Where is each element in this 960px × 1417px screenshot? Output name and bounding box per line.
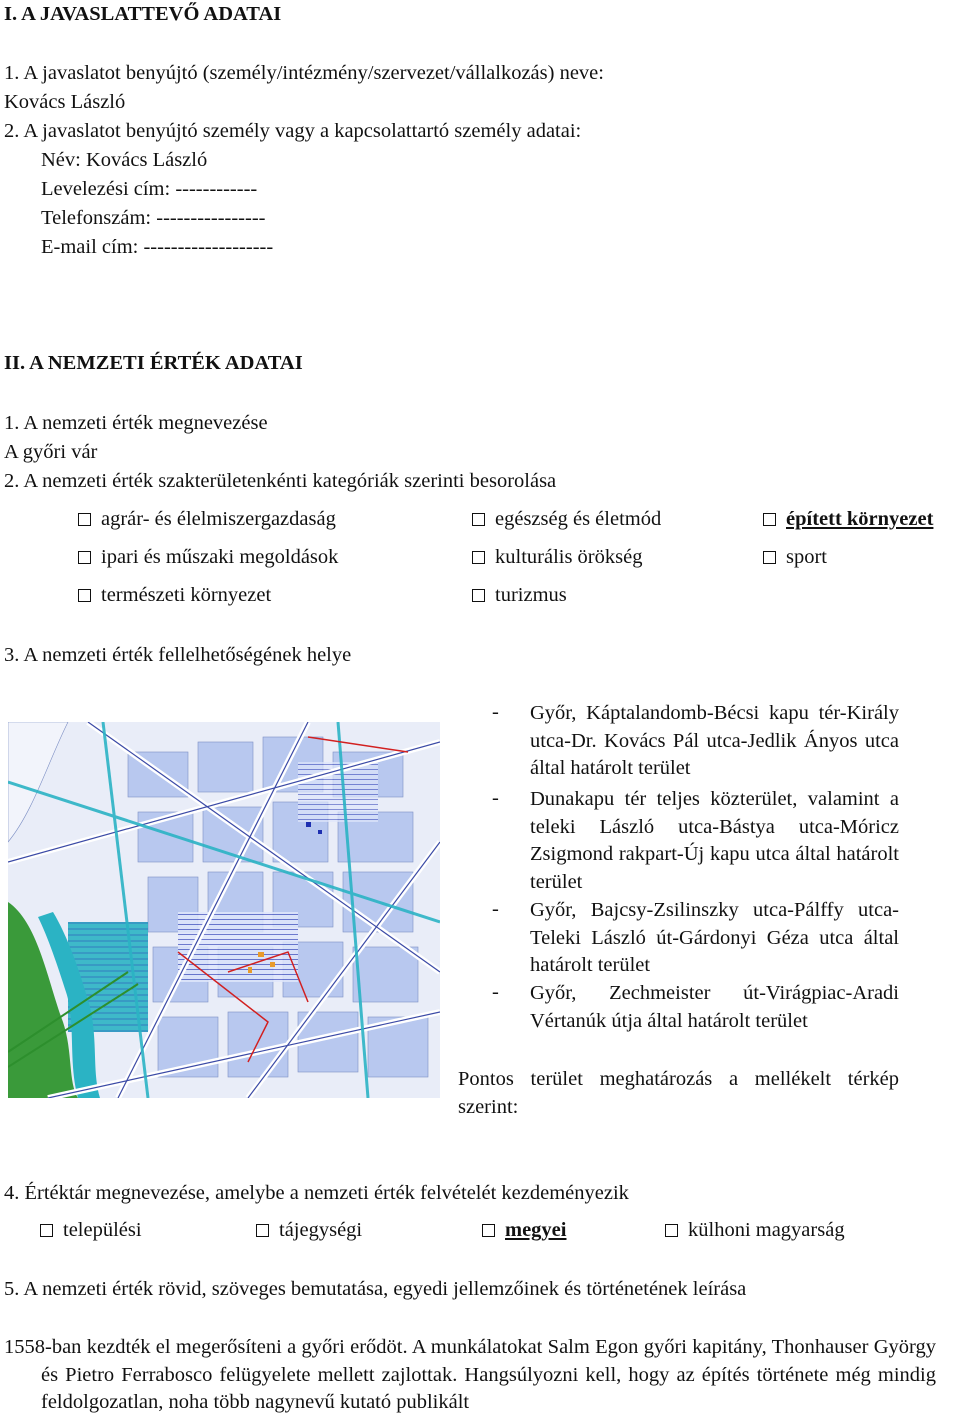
category-item[interactable]: turizmus	[472, 585, 567, 606]
section1-heading: I. A JAVASLATTEVŐ ADATAI	[4, 3, 282, 25]
submitter-name-value: Kovács László	[4, 91, 126, 113]
category-item[interactable]: ipari és műszaki megoldások	[78, 547, 338, 568]
repository-item[interactable]: települési	[40, 1220, 142, 1241]
contact-address: Levelezési cím: ------------	[41, 178, 258, 200]
location-item: Dunakapu tér teljes közterület, valamint a teleki László utca-Bástya utca-Móricz Zsigmond rakpart-Új kapu utca által határolt terület	[530, 788, 899, 894]
category-item[interactable]: természeti környezet	[78, 585, 271, 606]
location-item: Győr, Zechmeister út-Virágpiac-Aradi Vértanúk útja által határolt terület	[530, 982, 899, 1032]
checkbox-icon[interactable]	[40, 1224, 53, 1237]
description-label: 5. A nemzeti érték rövid, szöveges bemutatása, egyedi jellemzőinek és történetének leírása	[4, 1278, 747, 1300]
checkbox-icon[interactable]	[472, 589, 485, 602]
checkbox-icon[interactable]	[78, 589, 91, 602]
category-item[interactable]: agrár- és élelmiszergazdaság	[78, 509, 336, 530]
checkbox-icon[interactable]	[472, 551, 485, 564]
repository-label: 4. Értéktár megnevezése, amelybe a nemzeti érték felvételét kezdeményezik	[4, 1182, 629, 1204]
category-item-selected[interactable]: épített környezet	[763, 509, 933, 530]
value-name: A győri vár	[4, 441, 98, 463]
checkbox-icon[interactable]	[472, 513, 485, 526]
repository-item[interactable]: tájegységi	[256, 1220, 362, 1241]
checkbox-icon[interactable]	[763, 513, 776, 526]
location-map	[8, 722, 440, 1098]
category-item[interactable]: kulturális örökség	[472, 547, 642, 568]
checkbox-icon[interactable]	[665, 1224, 678, 1237]
map-note: Pontos terület meghatározás a mellékelt térkép szerint:	[458, 1068, 899, 1118]
contact-name: Név: Kovács László	[41, 149, 208, 171]
repository-item-selected[interactable]: megyei	[482, 1220, 566, 1241]
location-dash: -	[492, 701, 499, 723]
location-dash: -	[492, 981, 499, 1003]
section2-heading: II. A NEMZETI ÉRTÉK ADATAI	[4, 352, 303, 374]
location-dash: -	[492, 787, 499, 809]
description-text: 1558-ban kezdték el megerősíteni a győri erődöt. A munkálatokat Salm Egon győri kapitány, Thonhauser György és Pietro Ferrabosco felügyelete mellett zajlottak. Hangsúlyozni kell, hogy az építés története még mindig feldolgozatlan, noha több nagynevű kutató publikált	[4, 1336, 936, 1414]
submitter-name-label: 1. A javaslatot benyújtó (személy/intézmény/szervezet/vállalkozás) neve:	[4, 62, 604, 84]
location-dash: -	[492, 898, 499, 920]
contact-phone: Telefonszám: ----------------	[41, 207, 266, 229]
contact-data-label: 2. A javaslatot benyújtó személy vagy a kapcsolattartó személy adatai:	[4, 120, 582, 142]
checkbox-icon[interactable]	[256, 1224, 269, 1237]
category-item[interactable]: sport	[763, 547, 827, 568]
repository-item[interactable]: külhoni magyarság	[665, 1220, 845, 1241]
checkbox-icon[interactable]	[78, 513, 91, 526]
category-item[interactable]: egészség és életmód	[472, 509, 661, 530]
contact-email: E-mail cím: -------------------	[41, 236, 274, 258]
checkbox-icon[interactable]	[78, 551, 91, 564]
checkbox-icon[interactable]	[482, 1224, 495, 1237]
location-item: Győr, Káptalandomb-Bécsi kapu tér-Király utca-Dr. Kovács Pál utca-Jedlik Ányos utca által határolt terület	[530, 702, 899, 780]
location-label: 3. A nemzeti érték fellelhetőségének helye	[4, 644, 352, 666]
category-label: 2. A nemzeti érték szakterületenkénti kategóriák szerinti besorolása	[4, 470, 557, 492]
map-graphic	[8, 722, 440, 1098]
value-name-label: 1. A nemzeti érték megnevezése	[4, 412, 268, 434]
location-item: Győr, Bajcsy-Zsilinszky utca-Pálffy utca-Teleki László út-Gárdonyi Géza utca által határolt terület	[530, 899, 899, 977]
checkbox-icon[interactable]	[763, 551, 776, 564]
